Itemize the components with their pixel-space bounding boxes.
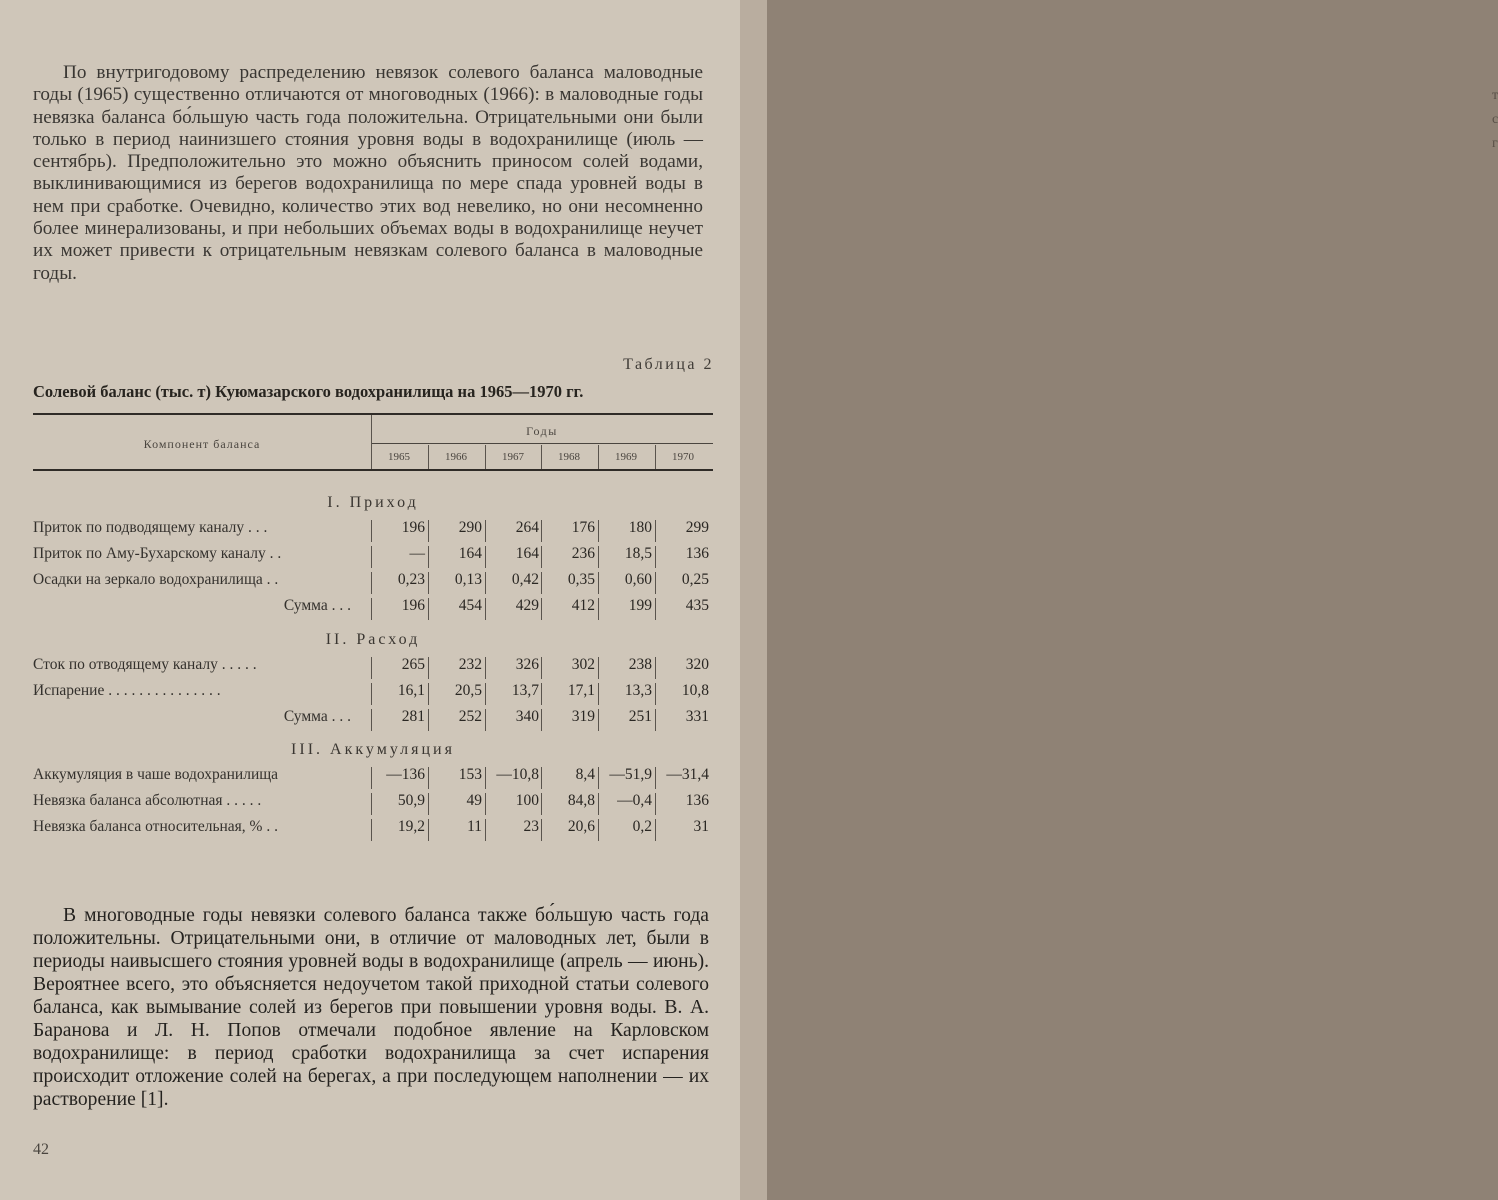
table-cell: 454 (458, 597, 482, 614)
section-title: I. Приход (327, 494, 419, 511)
paragraph-conclusion: В многоводные годы невязки солевого баланса также бо́льшую часть года положительны. Отрицательными они, в отличие от маловодных лет, были в периоды наивысшего стояния уровней воды в водохранилище (апрель — июнь). Вероятнее всего, это объясняется недоучетом такой приходной статьи солевого баланса, как вымывание солей из берегов при повышении уровня воды. В. А. Баранова и Л. Н. Попов отмечали подобное явление на Карловском водохранилище: в период сработки водохранилища за счет испарения происходит отложение солей на берегах, а при последующем наполнении — их растворение [1]. (33, 905, 709, 1110)
table-label: Таблица 2 (623, 356, 714, 373)
row-label: Невязка баланса относительная, % . . (33, 818, 278, 835)
table-cell: 412 (571, 597, 595, 614)
table-cell: 13,7 (511, 682, 539, 699)
table-cell: 290 (458, 519, 482, 536)
header-bottom-rule (33, 469, 713, 471)
side-glyph: с (1492, 112, 1498, 127)
table-cell: 196 (401, 519, 425, 536)
table-cell: 176 (571, 519, 595, 536)
row-label: Аккумуляция в чаше водохранилища (33, 766, 279, 783)
table-cell: 136 (685, 792, 709, 809)
table-title: Солевой баланс (тыс. т) Куюмазарского водохранилища на 1965—1970 гг. (33, 382, 584, 401)
section-title: III. Аккумуляция (291, 741, 455, 758)
table-cell: 319 (571, 708, 595, 725)
paragraph-intro: По внутригодовому распределению невязок солевого баланса маловодные годы (1965) существенно отличаются от многоводных (1966): в маловодные годы невязка баланса бо́льшую часть года положительна. Отрицательными они были только в период наинизшего стояния уровня воды в водохранилище (июль — сентябрь). Предположительно это можно объяснить приносом солей водами, выклинивающимися из берегов водохранилища по мере спада уровней воды в нем при сработке. Очевидно, количество этих вод невелико, но они несомненно более минерализованы, и при небольших объемах воды в водохранилище неучет их может привести к отрицательным невязкам солевого баланса в маловодные годы. (33, 62, 703, 284)
year-header: 1970 (672, 451, 694, 463)
column-divider (598, 445, 599, 469)
next-page-edge (740, 0, 1498, 1200)
table-cell: 136 (685, 545, 709, 562)
table-cell: 0,60 (624, 571, 652, 588)
table-cell: 16,1 (397, 682, 425, 699)
section-title: II. Расход (325, 631, 421, 648)
row-label: Приток по Аму-Бухарскому каналу . . (33, 545, 282, 562)
table-row (0, 766, 740, 790)
table-cell: 19,2 (397, 818, 425, 835)
table-cell: 252 (458, 708, 482, 725)
table-cell: 281 (401, 708, 425, 725)
side-glyph: г (1492, 136, 1498, 151)
table-cell: —10,8 (496, 766, 539, 783)
table-cell: 20,5 (454, 682, 482, 699)
table-cell: 20,6 (567, 818, 595, 835)
table-cell: 31 (693, 818, 709, 835)
table-cell: — (409, 545, 425, 562)
table-row (0, 818, 740, 842)
column-divider (371, 415, 372, 469)
table-cell: 196 (401, 597, 425, 614)
table-cell: 0,23 (397, 571, 425, 588)
table-cell: 180 (628, 519, 652, 536)
row-label: Испарение . . . . . . . . . . . . . . . (33, 682, 221, 699)
table-row (0, 519, 740, 543)
page-number: 42 (33, 1141, 49, 1158)
year-header: 1968 (558, 451, 580, 463)
table-cell: 265 (401, 656, 425, 673)
table-row (0, 792, 740, 816)
table-row (0, 682, 740, 706)
table-row (0, 597, 740, 621)
table-cell: 238 (628, 656, 652, 673)
table-cell: 0,13 (454, 571, 482, 588)
table-cell: 0,25 (681, 571, 709, 588)
table-cell: 49 (466, 792, 482, 809)
table-cell: —31,4 (666, 766, 709, 783)
table-cell: 13,3 (624, 682, 652, 699)
table-row (0, 571, 740, 595)
year-header: 1966 (445, 451, 467, 463)
table-cell: 232 (458, 656, 482, 673)
table-cell: 0,35 (567, 571, 595, 588)
table-cell: —51,9 (609, 766, 652, 783)
table-cell: 11 (467, 818, 482, 835)
column-divider (541, 445, 542, 469)
table-cell: 23 (523, 818, 539, 835)
year-header: 1967 (502, 451, 524, 463)
years-header-rule (371, 443, 713, 444)
table-cell: 17,1 (567, 682, 595, 699)
years-header: Годы (526, 424, 558, 438)
table-cell: 153 (458, 766, 482, 783)
column-divider (485, 445, 486, 469)
row-sum-label: Сумма . . . (283, 597, 351, 614)
table-cell: 320 (685, 656, 709, 673)
table-cell: 199 (628, 597, 652, 614)
component-header: Компонент баланса (143, 437, 261, 451)
year-header: 1969 (615, 451, 637, 463)
table-cell: 18,5 (624, 545, 652, 562)
table-cell: 326 (515, 656, 539, 673)
row-label: Сток по отводящему каналу . . . . . (33, 656, 257, 673)
year-header: 1965 (388, 451, 410, 463)
table-cell: 251 (628, 708, 652, 725)
row-sum-label: Сумма . . . (283, 708, 351, 725)
table-row (0, 656, 740, 680)
table-cell: 435 (685, 597, 709, 614)
table-row (0, 708, 740, 732)
table-cell: 84,8 (567, 792, 595, 809)
table-cell: 299 (685, 519, 709, 536)
table-cell: 164 (515, 545, 539, 562)
table-top-rule (33, 413, 713, 415)
table-cell: —136 (386, 766, 425, 783)
table-cell: 331 (685, 708, 709, 725)
table-cell: 50,9 (397, 792, 425, 809)
table-cell: 302 (571, 656, 595, 673)
row-label: Осадки на зеркало водохранилища . . (33, 571, 279, 588)
table-cell: 0,2 (632, 818, 652, 835)
table-cell: —0,4 (617, 792, 652, 809)
table-cell: 164 (458, 545, 482, 562)
table-cell: 264 (515, 519, 539, 536)
side-glyph: т (1492, 88, 1498, 103)
row-label: Невязка баланса абсолютная . . . . . (33, 792, 262, 809)
table-cell: 0,42 (511, 571, 539, 588)
column-divider (655, 445, 656, 469)
table-cell: 429 (515, 597, 539, 614)
row-label: Приток по подводящему каналу . . . (33, 519, 268, 536)
table-row (0, 545, 740, 569)
table-cell: 340 (515, 708, 539, 725)
table-cell: 10,8 (681, 682, 709, 699)
table-cell: 236 (571, 545, 595, 562)
table-cell: 100 (515, 792, 539, 809)
table-cell: 8,4 (575, 766, 595, 783)
book-page (0, 0, 740, 1200)
column-divider (428, 445, 429, 469)
